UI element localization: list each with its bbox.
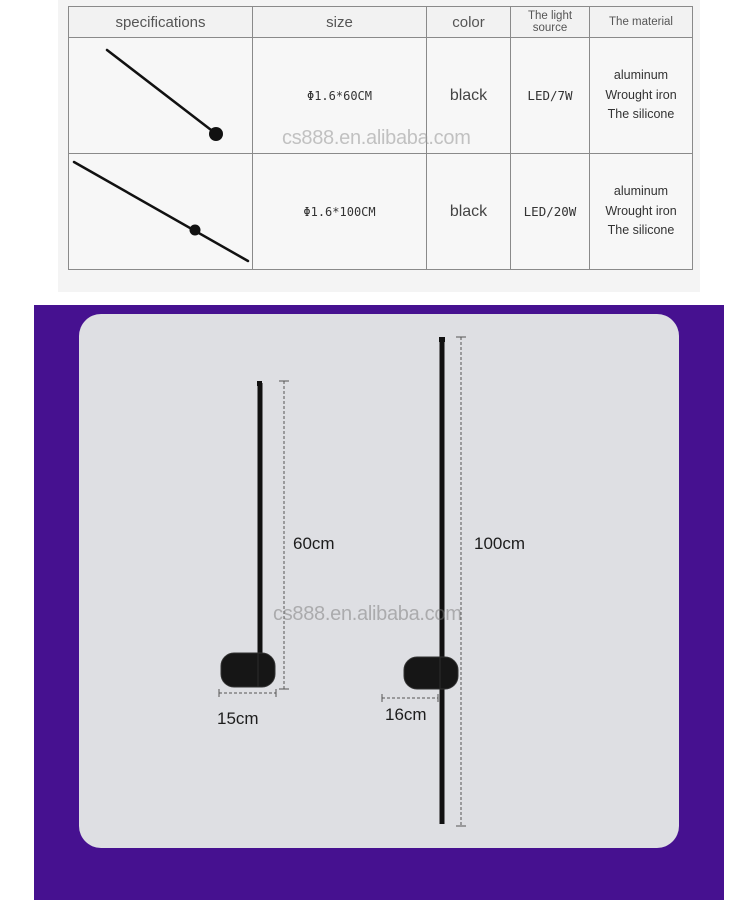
large-lamp-height-label: 100cm [474, 534, 526, 553]
material-item: Wrought iron [605, 87, 677, 102]
header-size: size [253, 7, 427, 38]
small-lamp [219, 381, 289, 697]
material-item: aluminum [613, 184, 669, 199]
small-lamp-base-label: 15cm [217, 709, 259, 728]
header-specifications: specifications [69, 7, 253, 38]
header-light-source: The light source [511, 7, 590, 38]
small-lamp-height-label: 60cm [293, 534, 335, 553]
material-item: aluminum [613, 68, 669, 83]
color-cell: black [427, 38, 511, 154]
size-cell: Φ1.6*60CM [253, 38, 427, 154]
header-material: The material [590, 7, 693, 38]
material-item: The silicone [607, 223, 675, 238]
material-item: Wrought iron [605, 203, 677, 218]
material-item: The silicone [607, 107, 675, 122]
large-lamp [382, 337, 466, 826]
light-source-cell: LED/7W [511, 38, 590, 154]
watermark-text: cs888.en.alibaba.com [282, 127, 471, 149]
light-source-cell: LED/20W [511, 154, 590, 270]
color-cell: black [427, 154, 511, 270]
large-lamp-base-label: 16cm [385, 705, 427, 724]
watermark-text-lower: cs888.en.alibaba.com [273, 603, 462, 625]
size-cell: Φ1.6*100CM [253, 154, 427, 270]
header-color: color [427, 7, 511, 38]
